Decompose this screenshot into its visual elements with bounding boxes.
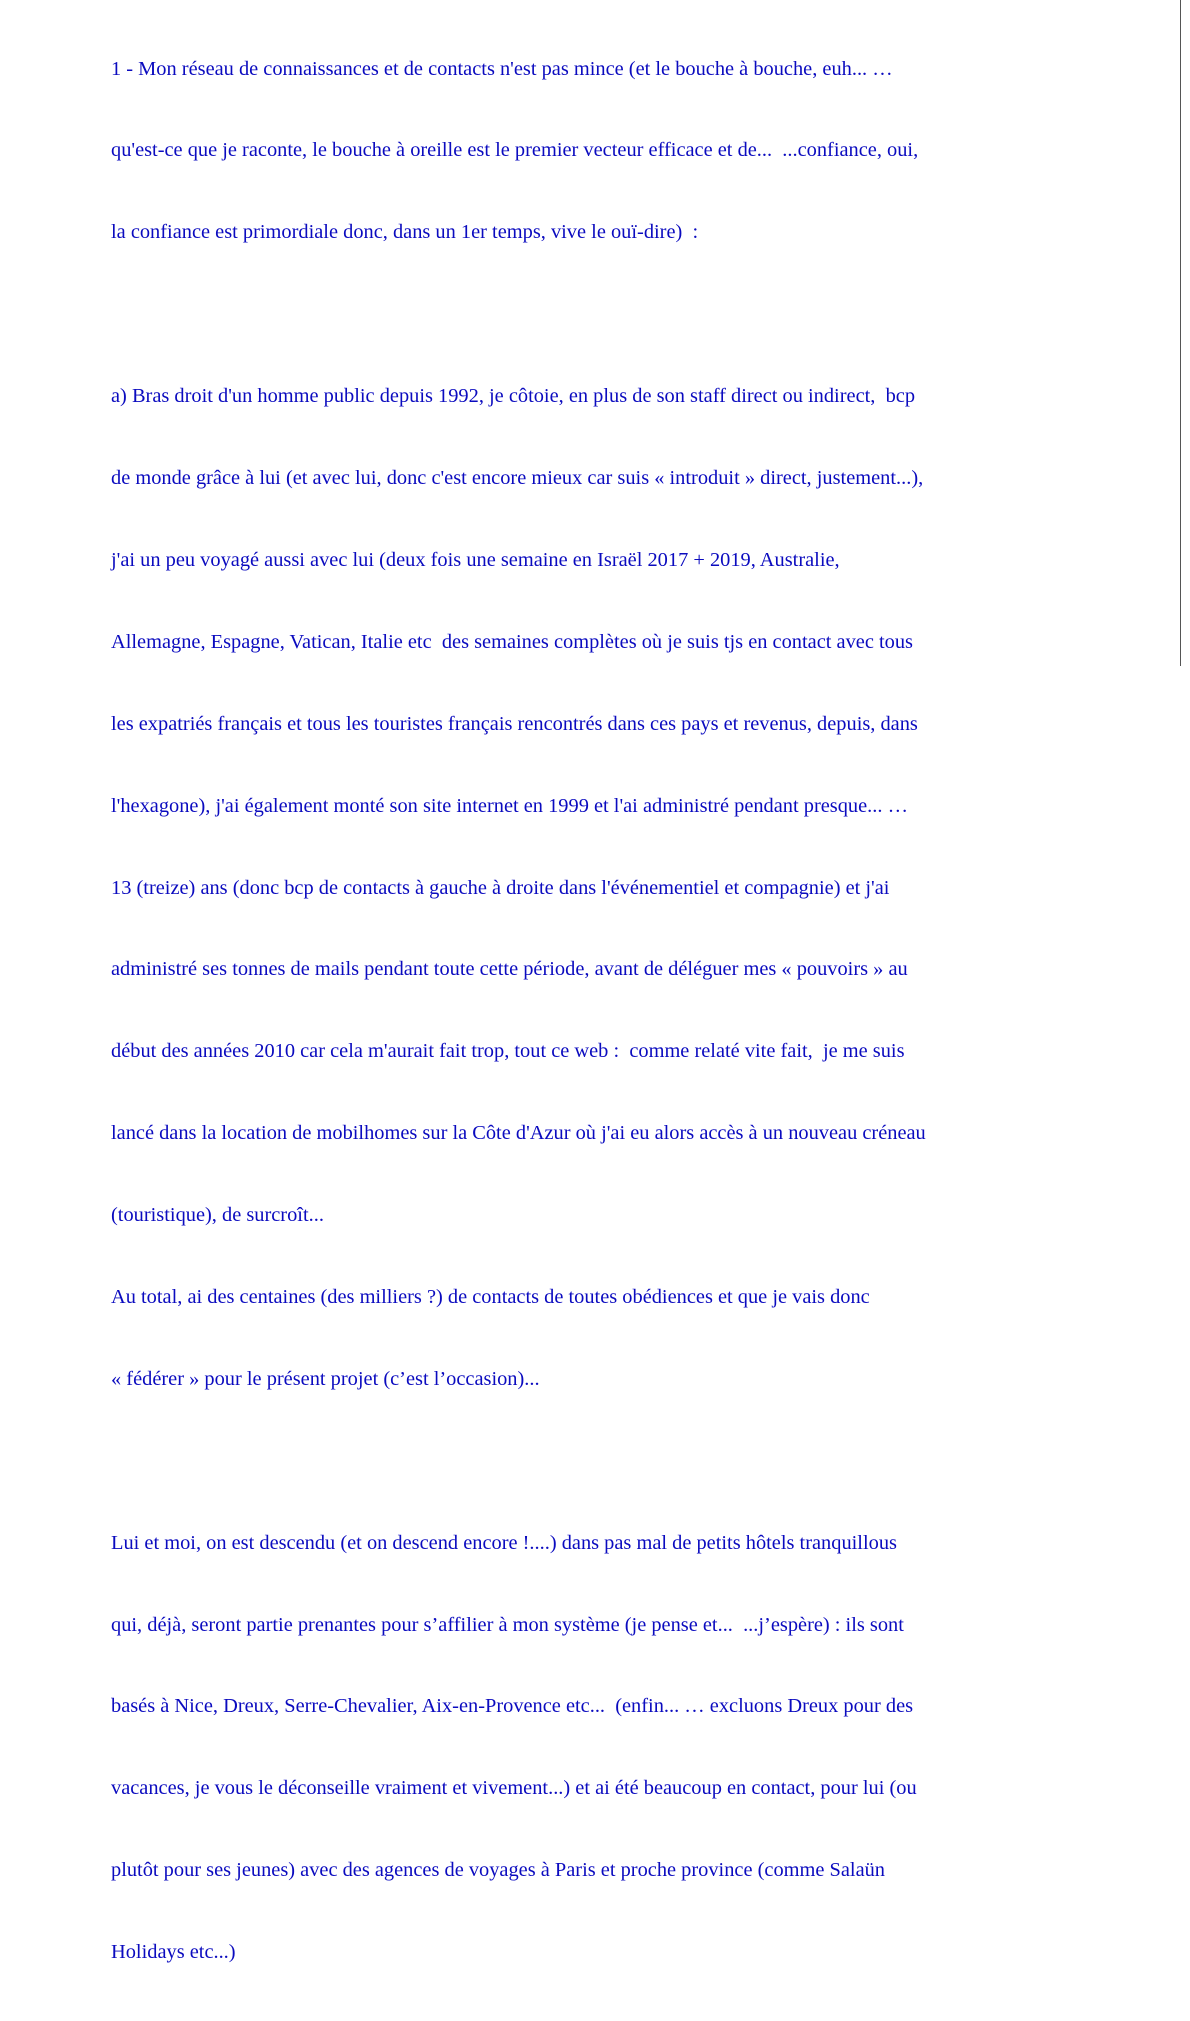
text-line: l'hexagone), j'ai également monté son site internet en 1999 et l'ai administré pendant presque... … (111, 794, 908, 817)
text-line: Au total, ai des centaines (des milliers ?) de contacts de toutes obédiences et que je vais donc (111, 1285, 870, 1308)
text-line: vacances, je vous le déconseille vraiment et vivement...) et ai été beaucoup en contact, pour lui (ou (111, 1777, 917, 1800)
text-line: j'ai un peu voyagé aussi avec lui (deux fois une semaine en Israël 2017 + 2019, Australie, (111, 548, 840, 571)
paragraph-break (111, 301, 1079, 328)
text-line: administré ses tonnes de mails pendant toute cette période, avant de déléguer mes « pouvoirs » au (111, 958, 908, 981)
text-line: basés à Nice, Dreux, Serre-Chevalier, Aix-en-Provence etc... (enfin... … excluons Dreux pour des (111, 1695, 914, 1718)
scrollbar-edge[interactable] (1180, 0, 1190, 666)
text-line: plutôt pour ses jeunes) avec des agences de voyages à Paris et proche province (comme Salaün (111, 1859, 886, 1882)
text-line: début des années 2010 car cela m'aurait fait trop, tout ce web : comme relaté vite fait, je me suis (111, 1040, 905, 1063)
text-line: « fédérer » pour le présent projet (c’est l’occasion)... (111, 1367, 540, 1390)
text-line: (touristique), de surcroît... (111, 1204, 324, 1227)
document-text (111, 1, 1079, 2021)
text-line: 13 (treize) ans (donc bcp de contacts à gauche à droite dans l'événementiel et compagnie) et j'ai (111, 876, 890, 899)
text-line: les expatriés français et tous les touristes français rencontrés dans ces pays et revenus, depuis, dans (111, 712, 918, 735)
text-line: la confiance est primordiale donc, dans un 1er temps, vive le ouï-dire) : (111, 221, 699, 244)
text-line: qui, déjà, seront partie prenantes pour s’affilier à mon système (je pense et... ...j’espère) : ils sont (111, 1613, 904, 1636)
text-line: Holidays etc...) (111, 1941, 236, 1964)
text-line: 1 - Mon réseau de connaissances et de contacts n'est pas mince (et le bouche à bouche, euh... … (111, 57, 893, 80)
text-line: qu'est-ce que je raconte, le bouche à oreille est le premier vecteur efficace et de... ...confiance, oui, (111, 139, 919, 162)
text-line: de monde grâce à lui (et avec lui, donc c'est encore mieux car suis « introduit » direct, justement...), (111, 467, 924, 490)
text-line: Allemagne, Espagne, Vatican, Italie etc des semaines complètes où je suis tjs en contact avec tous (111, 630, 913, 653)
text-line: Lui et moi, on est descendu (et on descend encore !....) dans pas mal de petits hôtels tranquillous (111, 1531, 897, 1554)
paragraph-break (111, 1448, 1079, 1475)
text-line: a) Bras droit d'un homme public depuis 1992, je côtoie, en plus de son staff direct ou indirect, bcp (111, 385, 916, 408)
text-line: lancé dans la location de mobilhomes sur la Côte d'Azur où j'ai eu alors accès à un nouveau créneau (111, 1122, 926, 1145)
